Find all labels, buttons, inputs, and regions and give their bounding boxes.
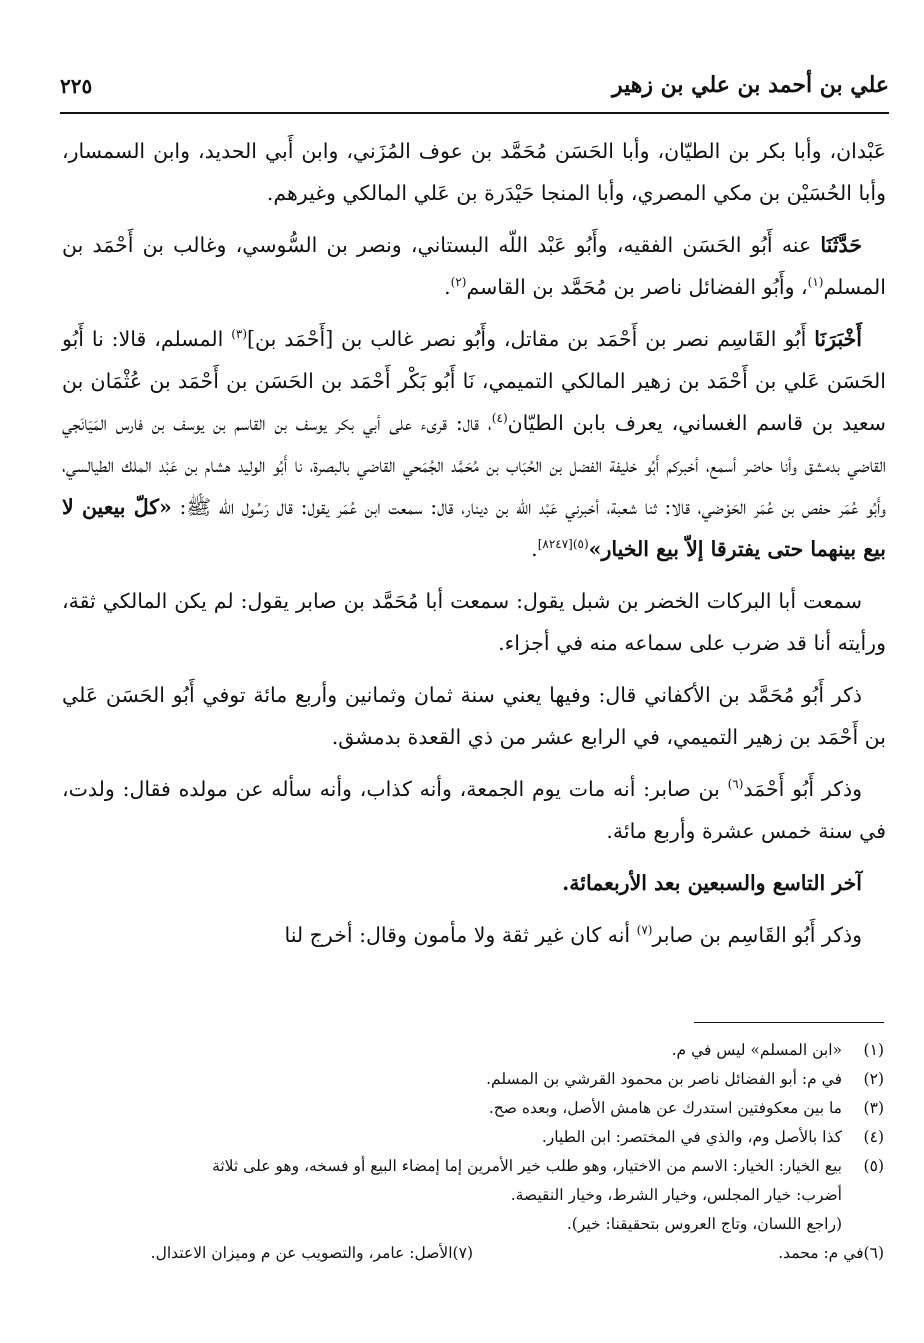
paragraph-2-text-a: عنه أَبُو الحَسَن الفقيه، وأَبُو عَبْد اللّه البستاني، ونصر بن السُّوسي، وغالب بن أَحْمَد بن المسلم bbox=[62, 233, 886, 299]
footnote-text: الأصل: عامر، والتصويب عن م وميزان الاعتدال. bbox=[150, 1244, 453, 1262]
paragraph-3-text-d: . bbox=[531, 537, 538, 561]
footnote-text bbox=[62, 1152, 842, 1239]
paragraph-6-text-a: وذكر أَبُو أَحْمَد bbox=[743, 777, 862, 801]
footnote-number: (٣) bbox=[863, 1099, 884, 1117]
footnote-4 bbox=[62, 1123, 884, 1152]
footnote-text: «ابن المسلم» ليس في م. bbox=[671, 1041, 842, 1059]
footnote-5 bbox=[62, 1152, 884, 1239]
footnotes-6-7 bbox=[62, 1239, 884, 1268]
footnote-rule bbox=[694, 1022, 884, 1023]
footnote-7 bbox=[62, 1239, 473, 1268]
footnote-number: (٥) bbox=[863, 1157, 884, 1175]
main-text bbox=[62, 130, 886, 966]
footnote-ref-6[interactable]: (٦) bbox=[727, 777, 744, 792]
paragraph-2-text-b: ، وأَبُو الفضائل ناصر بن مُحَمَّد بن القاسم bbox=[466, 275, 808, 299]
footnote-5-line-3: (راجع اللسان، وتاج العروس بتحقيقنا: خير). bbox=[566, 1215, 842, 1233]
paragraph-6 bbox=[62, 768, 886, 852]
keyword-haddathana: حَدَّثَنَا bbox=[820, 233, 862, 257]
paragraph-4: سمعت أبا البركات الخضر بن شبل يقول: سمعت أبا مُحَمَّد بن صابر يقول: لم يكن المالكي ثقة، ورأيته أنا قد ضرب على سماعه منه في أجزاء. bbox=[62, 589, 886, 655]
footnote-text: ما بين معكوفتين استدرك عن هامش الأصل، وبعده صح. bbox=[488, 1099, 842, 1117]
paragraph-2 bbox=[62, 224, 886, 308]
footnote-ref-1[interactable]: (١) bbox=[807, 275, 824, 290]
footnote-ref-4[interactable]: (٤) bbox=[491, 411, 508, 426]
footnote-2 bbox=[62, 1065, 884, 1094]
running-header bbox=[60, 72, 889, 106]
hadith-text: «كلّ بيعين لا بيع بينهما حتى يفترقا إلاّ بيع الخيار» bbox=[62, 495, 886, 561]
footnote-ref-5[interactable]: (٥)[٨٢٤٧] bbox=[537, 537, 589, 552]
footnote-ref-7[interactable]: (٧) bbox=[636, 923, 653, 938]
section-end-heading: آخر التاسع والسبعين بعد الأربعمائة. bbox=[562, 871, 862, 895]
footnote-text: كذا بالأصل وم، والذي في المختصر: ابن الطيار. bbox=[541, 1128, 842, 1146]
footnote-ref-2[interactable]: (٢) bbox=[450, 275, 467, 290]
footnote-text: في م: محمد. bbox=[778, 1244, 864, 1262]
paragraph-7-text-a: وذكر أَبُو القَاسِم بن صابر bbox=[652, 923, 862, 947]
footnote-1 bbox=[62, 1036, 884, 1065]
paragraph-7 bbox=[62, 914, 886, 956]
paragraph-5: ذكر أَبُو مُحَمَّد بن الأكفاني قال: وفيها يعني سنة ثمان وثمانين وأربع مائة توفي أَبُو الحَسَن عَلي بن أَحْمَد بن زهير التميمي، في الرابع عشر من ذي القعدة بدمشق. bbox=[62, 683, 886, 749]
footnotes bbox=[62, 1036, 884, 1268]
keyword-akhbarana: أَخْبَرَنَا bbox=[814, 327, 863, 351]
footnote-5-line-2: أضرب: خيار المجلس، وخيار الشرط، وخيار النقيصة. bbox=[510, 1186, 842, 1204]
footnote-6 bbox=[473, 1239, 884, 1268]
paragraph-1: عَبْدان، وأبا بكر بن الطيّان، وأبا الحَسَن مُحَمَّد بن عوف المُزَني، وابن أَبي الحديد، وابن السمسار، وأبا الحُسَيْن بن مكي المصري، وأبا المنجا حَيْدَرة بن عَلي المالكي وغيرهم. bbox=[62, 139, 886, 205]
header-rule bbox=[60, 112, 889, 114]
page-number: ٢٢٥ bbox=[60, 74, 93, 98]
paragraph-6-text-b: بن صابر: أنه مات يوم الجمعة، وأنه كذاب، وأنه سأله عن مولده فقال: ولدت، في سنة خمس عشرة وأربع مائة. bbox=[62, 777, 886, 843]
running-title: علي بن أحمد بن علي بن زهير bbox=[611, 72, 889, 98]
footnote-5-line-1: بيع الخيار: الخيار: الاسم من الاختيار، وهو طلب خير الأمرين إما إمضاء البيع أو فسخه، وهو على ثلاثة bbox=[212, 1157, 842, 1175]
footnote-number: (٦) bbox=[863, 1244, 884, 1262]
paragraph-3-text-b: المسلم، قالا: نا أَبُو الحَسَن عَلي بن أَحْمَد بن زهير المالكي التميمي، نَا أَبُو بَكْر أَحْمَد بن الحَسَن بن أَحْمَد بن عُثْمَان بن سعيد بن قاسم الغساني، يعرف بابن الطيّان bbox=[62, 327, 886, 435]
footnote-number: (٤) bbox=[863, 1128, 884, 1146]
footnote-3 bbox=[62, 1094, 884, 1123]
footnote-text: في م: أبو الفضائل ناصر بن محمود القرشي بن المسلم. bbox=[486, 1070, 842, 1088]
paragraph-3-text-a: أَبُو القَاسِم نصر بن أَحْمَد بن مقاتل، وأَبُو نصر غالب بن [أَحْمَد بن] bbox=[247, 327, 815, 351]
footnote-number: (٧) bbox=[452, 1244, 473, 1262]
footnote-number: (٢) bbox=[863, 1070, 884, 1088]
paragraph-7-text-b: أنه كان غير ثقة ولا مأمون وقال: أخرج لنا bbox=[284, 923, 637, 947]
paragraph-3 bbox=[62, 318, 886, 570]
paragraph-3-text-c: ، قال: قرىء على أبي بكر يوسف بن القاسم بن يوسف بن فارس المَيَانَجي القاضي بدمشق وأنا حاضر أسمع، أخبركم أَبُو خليفة الفضل بن الحُبَاب بن مُحَمَّد الجُمَحي القاضي بالبصرة، نا أَبُو الوليد هشام بن عَبْد الملك الطيالسي، وأَبُو عُمَر حفص بن عُمَر الحَوْضي، قالا: ثنا شعبة، أخبرني عَبْد اللّه بن دينار، قال: سمعت ابن عُمَر يقول: قال رَسُول الله ﷺ: bbox=[62, 411, 886, 519]
footnote-number: (١) bbox=[863, 1041, 884, 1059]
paragraph-2-text-c: . bbox=[444, 275, 451, 299]
footnote-ref-3[interactable]: (٣) bbox=[231, 327, 248, 342]
